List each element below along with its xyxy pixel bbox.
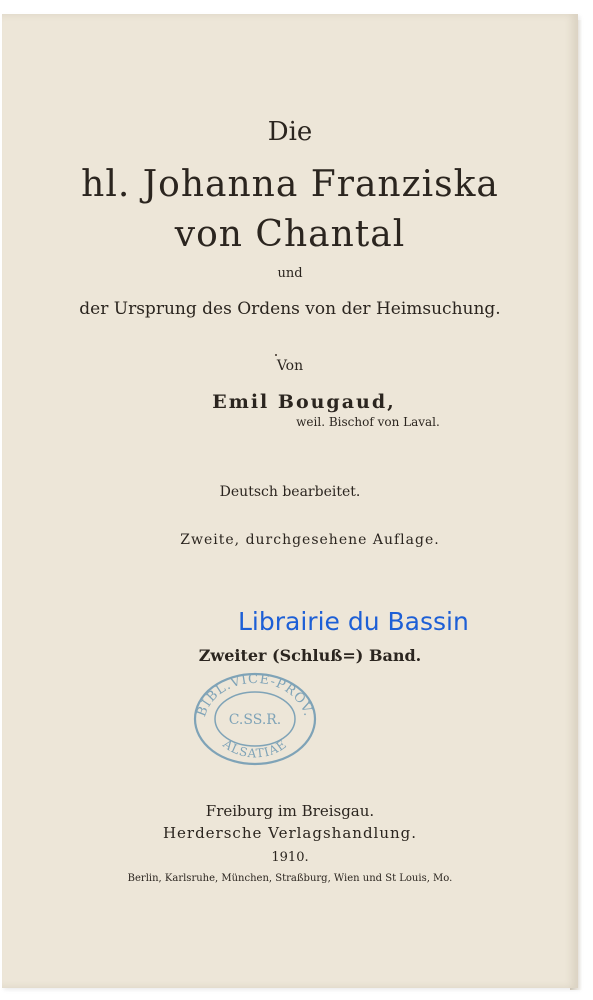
publisher-city: Freiburg im Breisgau. bbox=[205, 802, 375, 820]
publisher-name: Herdersche Verlagshandlung. bbox=[162, 824, 418, 842]
library-stamp bbox=[190, 667, 320, 767]
stamp-top-text: BIBL.VICE-PROV. bbox=[194, 671, 316, 719]
subtitle: der Ursprung des Ordens von der Heimsuchung. bbox=[79, 299, 501, 319]
title-line-name: hl. Johanna Franziska bbox=[81, 164, 499, 205]
title-line-von-chantal: von Chantal bbox=[174, 214, 406, 255]
conjunction-text: und bbox=[277, 266, 303, 281]
title-page bbox=[2, 14, 578, 988]
ink-dot bbox=[275, 354, 277, 356]
title-line-die: Die bbox=[267, 117, 313, 147]
bookseller-watermark: Librairie du Bassin bbox=[238, 607, 469, 636]
author-name: Emil Bougaud, bbox=[212, 391, 396, 413]
translation-note: Deutsch bearbeitet. bbox=[219, 484, 361, 500]
by-text: Von bbox=[276, 358, 304, 374]
volume-text: Zweiter (Schluß=) Band. bbox=[198, 646, 422, 665]
publisher-branches: Berlin, Karlsruhe, München, Straßburg, Wien und St Louis, Mo. bbox=[127, 873, 453, 884]
publication-year: 1910. bbox=[271, 850, 309, 865]
author-role: weil. Bischof von Laval. bbox=[296, 415, 440, 429]
stamp-middle-text: C.SS.R. bbox=[228, 712, 282, 728]
stamp-bottom-text: ALSATIAE bbox=[220, 736, 290, 761]
edition-text: Zweite, durchgesehene Auflage. bbox=[180, 532, 440, 548]
